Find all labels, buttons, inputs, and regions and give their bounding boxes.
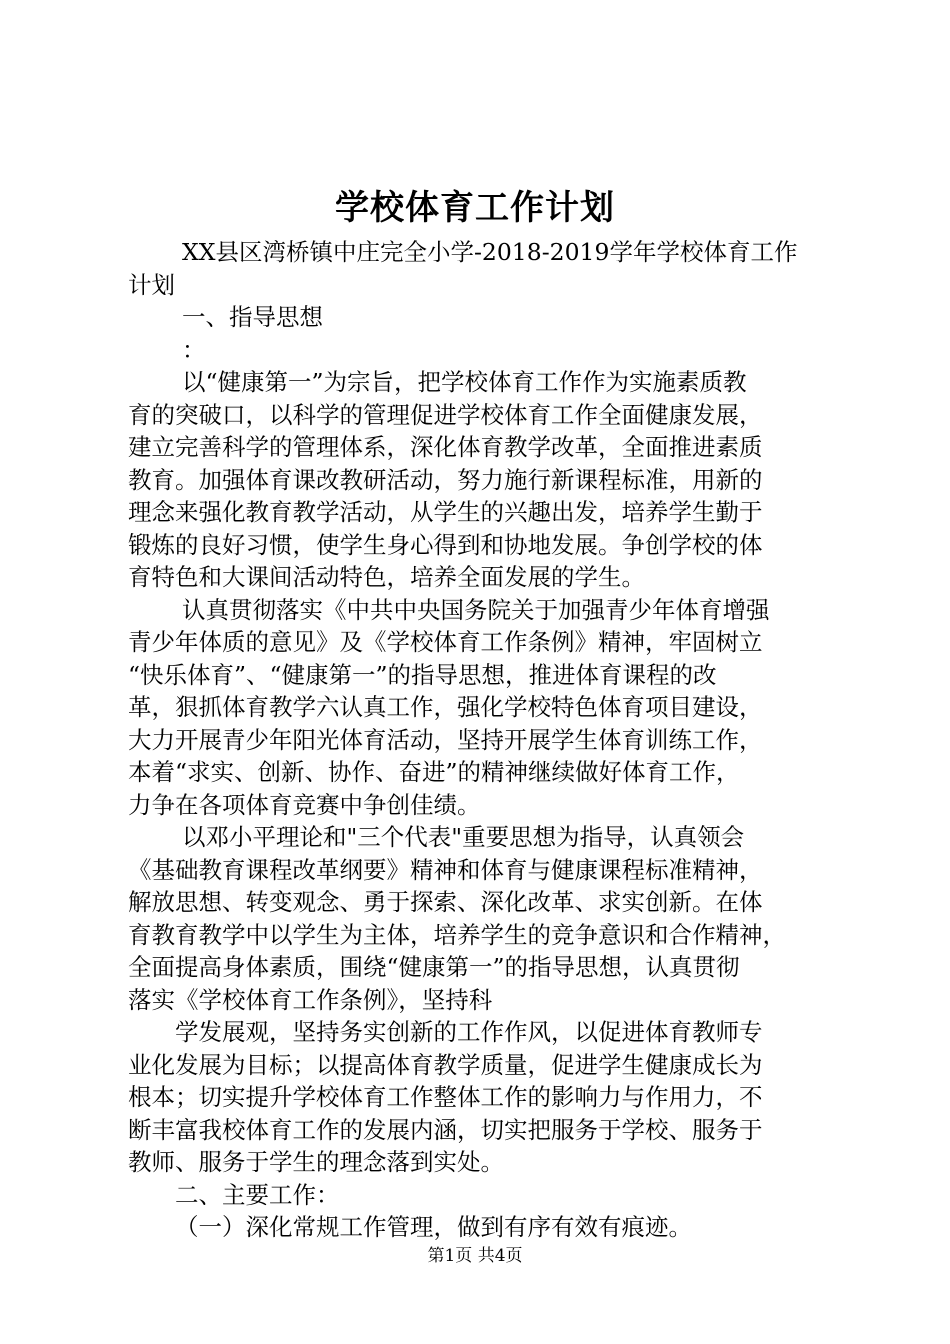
section-heading-main-work: 二、主要工作：: [175, 1180, 340, 1209]
subsection-heading: （一）深化常规工作管理，做到有序有效有痕迹。: [175, 1213, 692, 1241]
paragraph-line: 解放思想、转变观念、勇于探索、深化改革、求实创新。在体: [128, 888, 763, 916]
paragraph-line: 本着“求实、创新、协作、奋进”的精神继续做好体育工作，: [128, 758, 740, 786]
paragraph-line: 青少年体质的意见》及《学校体育工作条例》精神，牢固树立: [128, 628, 763, 656]
paragraph-line: 以邓小平理论和"三个代表"重要思想为指导，认真领会: [182, 823, 745, 851]
paragraph-line: “快乐体育”、“健康第一”的指导思想，推进体育课程的改: [128, 660, 717, 689]
paragraph-line: 学发展观，坚持务实创新的工作作风，以促进体育教师专: [175, 1018, 763, 1046]
paragraph-line: 建立完善科学的管理体系，深化体育教学改革，全面推进素质: [128, 433, 763, 461]
paragraph-line: 育教育教学中以学生为主体，培养学生的竞争意识和合作精神，: [128, 920, 786, 949]
paragraph-line: 育特色和大课间活动特色，培养全面发展的学生。: [128, 563, 645, 591]
paragraph-line: 教师、服务于学生的理念落到实处。: [128, 1148, 504, 1176]
page-footer: 第1页 共4页: [427, 1246, 523, 1266]
paragraph-line: 业化发展为目标；以提高体育教学质量，促进学生健康成长为: [128, 1050, 763, 1079]
paragraph-line: 落实《学校体育工作条例》，坚持科: [128, 985, 493, 1014]
section-heading-guiding-thought: 一、指导思想: [182, 303, 323, 331]
paragraph-line: 全面提高身体素质，围绕“健康第一”的指导思想，认真贯彻: [128, 953, 740, 981]
paragraph-line: 以“健康第一”为宗旨，把学校体育工作作为实施素质教: [182, 368, 747, 396]
document-title: 学校体育工作计划: [335, 188, 615, 228]
paragraph-line: 根本；切实提升学校体育工作整体工作的影响力与作用力，不: [128, 1083, 763, 1111]
document-body: [128, 236, 834, 1244]
paragraph-line: 革，狠抓体育教学六认真工作，强化学校特色体育项目建设，: [128, 693, 763, 721]
paragraph-line: 教育。加强体育课改教研活动，努力施行新课程标准，用新的: [128, 465, 763, 494]
subtitle-line-1: XX县区湾桥镇中庄完全小学-2018-2019学年学校体育工作: [182, 238, 798, 266]
paragraph-line: 认真贯彻落实《中共中央国务院关于加强青少年体育增强: [182, 595, 770, 624]
paragraph-line: 断丰富我校体育工作的发展内涵，切实把服务于学校、服务于: [128, 1115, 763, 1144]
paragraph-line: 大力开展青少年阳光体育活动，坚持开展学生体育训练工作，: [128, 725, 763, 754]
paragraph-line: 理念来强化教育教学活动，从学生的兴趣出发，培养学生勤于: [128, 498, 763, 526]
paragraph-line: 《基础教育课程改革纲要》精神和体育与健康课程标准精神，: [128, 855, 763, 884]
subtitle-line-2: 计划: [128, 270, 175, 299]
paragraph-line: 力争在各项体育竞赛中争创佳绩。: [128, 790, 481, 819]
paragraph-line: 育的突破口，以科学的管理促进学校体育工作全面健康发展，: [128, 400, 763, 429]
paragraph-line: 锻炼的良好习惯，使学生身心得到和协地发展。争创学校的体: [128, 530, 763, 559]
colon-line: ：: [182, 335, 206, 364]
